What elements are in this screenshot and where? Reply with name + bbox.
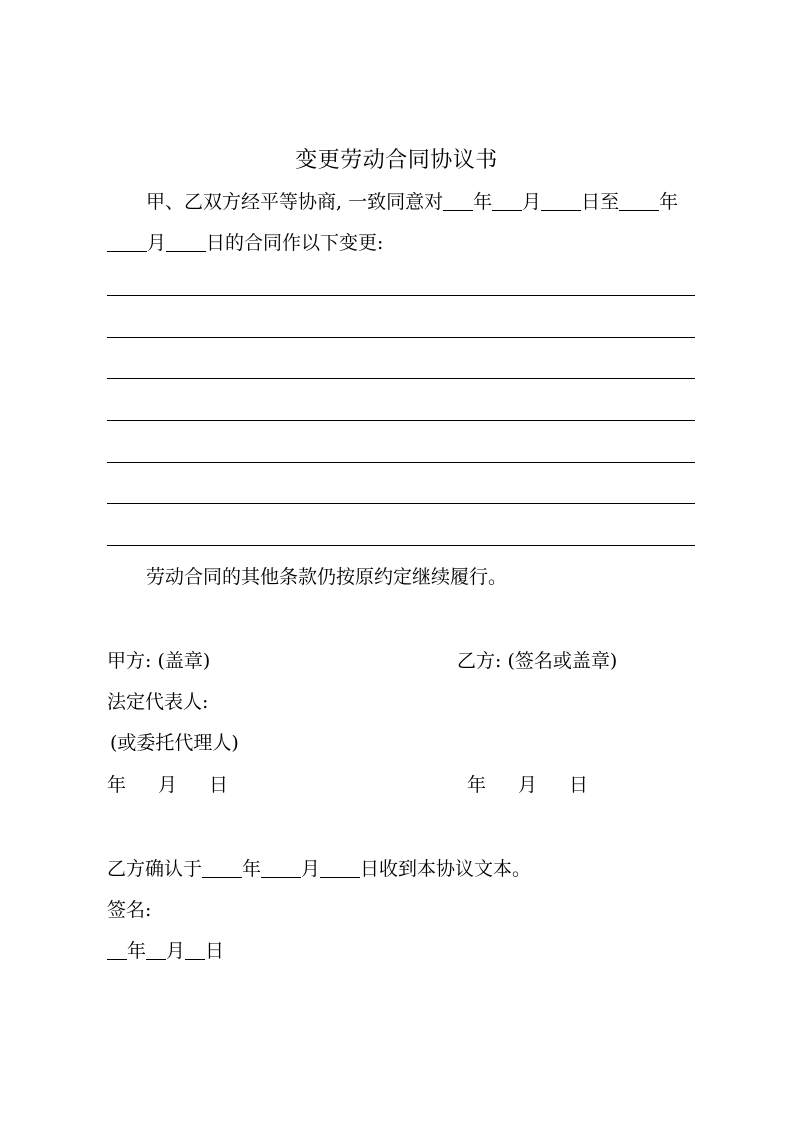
year2-label: 年 <box>659 191 679 213</box>
year-label: 年 <box>473 191 493 213</box>
party-b-label: 乙方: (签名或盖章) <box>457 650 618 672</box>
confirmation-suffix: 日收到本协议文本。 <box>360 858 532 880</box>
day2-blank <box>166 231 206 252</box>
party-b-month: 月 <box>518 774 538 796</box>
intro-suffix: 日的合同作以下变更: <box>206 232 384 254</box>
sig-day-blank <box>185 939 205 960</box>
change-line-7 <box>107 545 695 546</box>
signature-date <box>107 938 224 964</box>
party-b-day: 日 <box>569 774 589 796</box>
month-blank <box>492 190 522 211</box>
confirmation-line <box>107 856 531 882</box>
party-a-day: 日 <box>209 774 229 796</box>
legal-representative-label: 法定代表人: <box>107 691 209 713</box>
sig-month-label: 月 <box>166 940 186 962</box>
confirm-day-blank <box>320 857 360 878</box>
sig-year-blank <box>107 939 127 960</box>
agent-label: (或委托代理人) <box>110 732 239 754</box>
day-blank <box>541 190 581 211</box>
year2-blank <box>619 190 659 211</box>
confirm-year-label: 年 <box>242 858 262 880</box>
confirm-month-blank <box>261 857 301 878</box>
intro-prefix: 甲、乙双方经平等协商, 一致同意对 <box>146 191 444 213</box>
party-b-date <box>467 772 588 798</box>
sig-month-blank <box>146 939 166 960</box>
intro-line-2 <box>107 230 383 256</box>
party-a-date <box>107 772 228 798</box>
confirm-year-blank <box>202 857 242 878</box>
party-b-year: 年 <box>467 774 487 796</box>
confirm-month-label: 月 <box>301 858 321 880</box>
change-line-1 <box>107 295 695 296</box>
intro-line-1 <box>146 189 678 215</box>
party-a-year: 年 <box>107 774 127 796</box>
year-blank <box>443 190 473 211</box>
day-to-label: 日至 <box>581 191 620 213</box>
month-label: 月 <box>522 191 542 213</box>
other-terms: 劳动合同的其他条款仍按原约定继续履行。 <box>146 566 508 588</box>
party-a-label: 甲方: (盖章) <box>107 650 211 672</box>
change-line-5 <box>107 462 695 463</box>
change-line-3 <box>107 378 695 379</box>
change-line-4 <box>107 420 695 421</box>
change-line-6 <box>107 503 695 504</box>
document-title: 变更劳动合同协议书 <box>295 148 498 173</box>
month2-label: 月 <box>147 232 167 254</box>
party-a-month: 月 <box>158 774 178 796</box>
change-line-2 <box>107 337 695 338</box>
sig-day-label: 日 <box>205 940 225 962</box>
month2-blank <box>107 231 147 252</box>
signature-label: 签名: <box>107 899 152 921</box>
confirmation-prefix: 乙方确认于 <box>107 858 203 880</box>
sig-year-label: 年 <box>127 940 147 962</box>
